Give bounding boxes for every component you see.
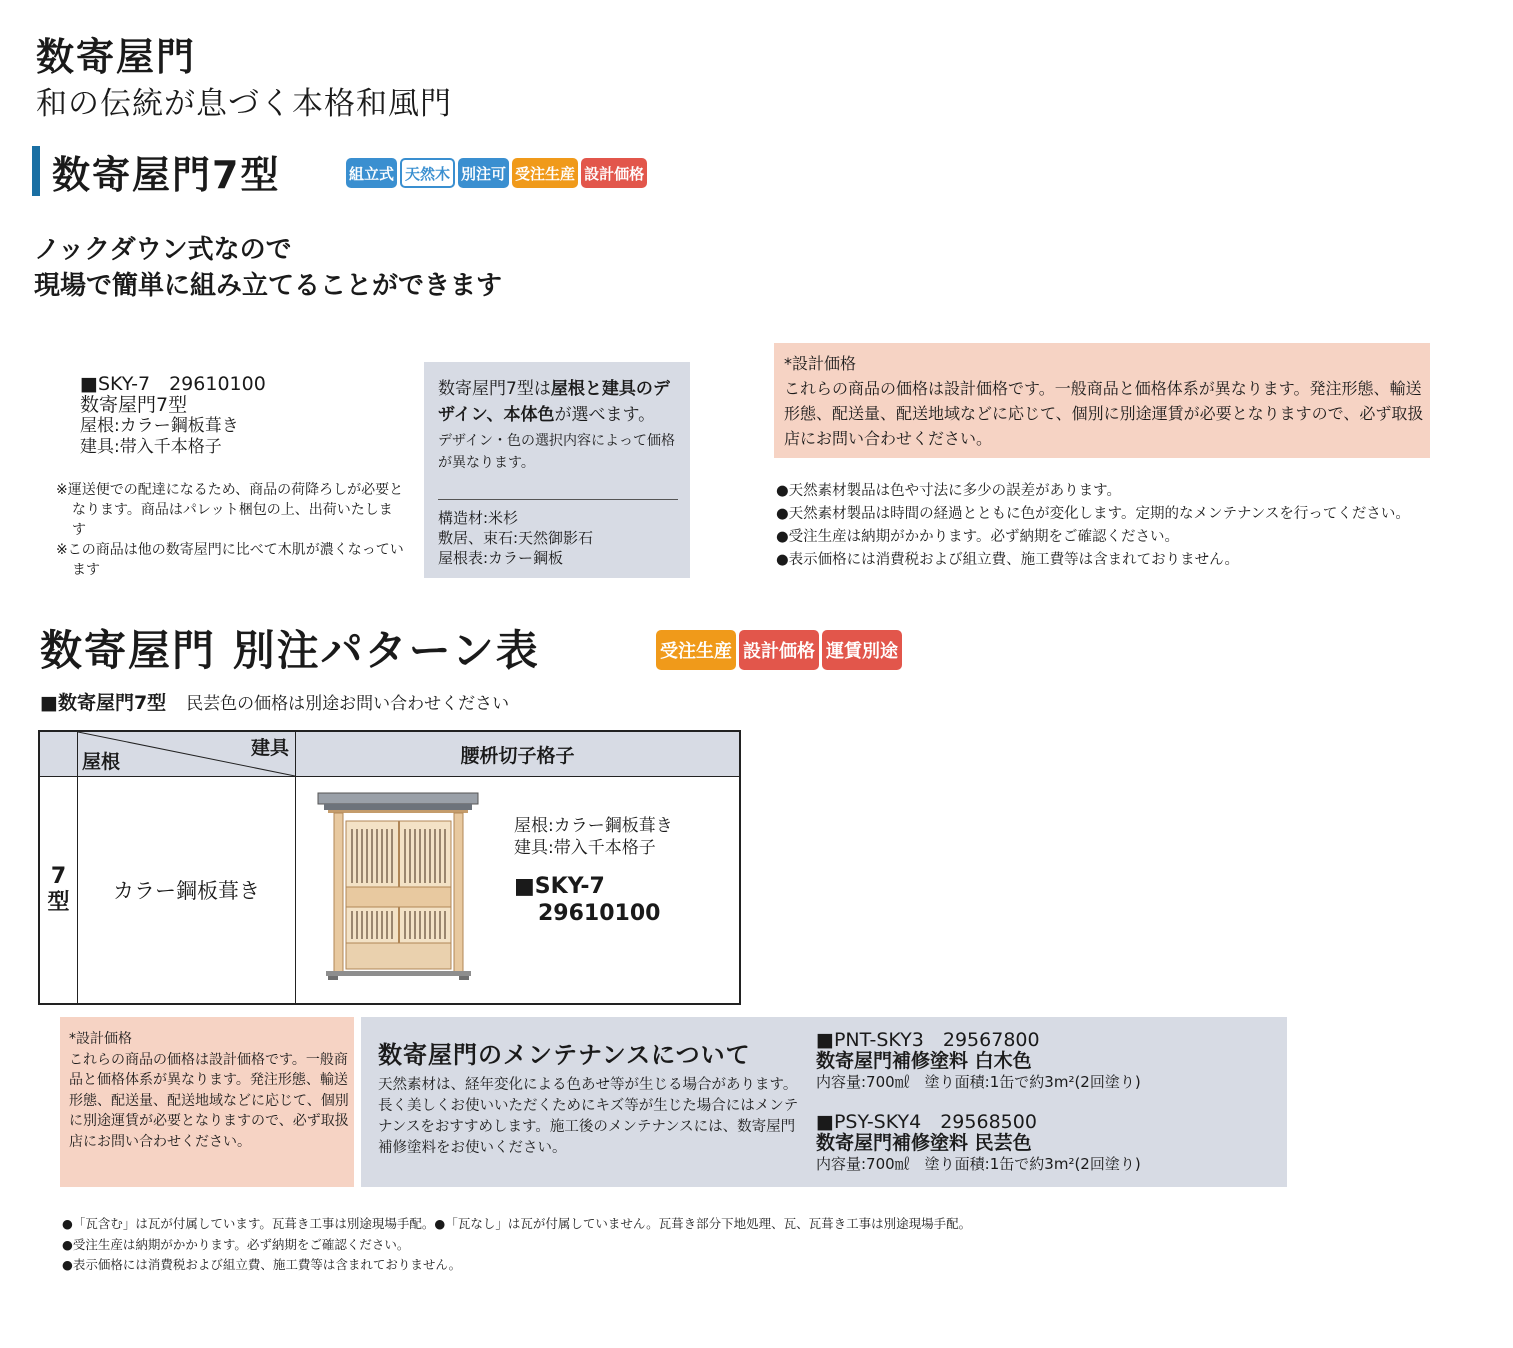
product-fitting: 建具:帯入千本格子 (80, 437, 222, 457)
design-price-note-2: *設計価格 これらの商品の価格は設計価格です。一般商品と価格体系が異なります。発注形態、輸送形態、配送量、配送地域などに応じて、個別に別途運賃が必要となりますので、必ず取扱店にお問い合わせください。 (60, 1017, 354, 1187)
note-item: ※運送便での配達になるため、商品の荷降ろしが必要となります。商品はパレット梱包の上、出荷いたします (56, 482, 404, 538)
section-title: 数寄屋門7型 (52, 153, 281, 197)
materials-list: 構造材:米杉 敷居、束石:天然御影石 屋根表:カラー鋼板 (438, 509, 594, 567)
gate-illustration (316, 791, 481, 983)
page-title: 数寄屋門 (36, 35, 197, 79)
roof-type-cell: カラー鋼板葺き (78, 777, 296, 1005)
badge-natural-wood: 天然木 (400, 158, 455, 188)
badge-design-price: 設計価格 (739, 630, 819, 670)
product-code: ■SKY-7 29610100 (80, 373, 266, 395)
note-item: ※この商品は他の数寄屋門に比べて木肌が濃くなっています (56, 542, 404, 578)
pattern-item-cell: 屋根:カラー鋼板葺き 建具:帯入千本格子 ■SKY-7 29610100 (296, 777, 741, 1005)
product-name: 数寄屋門7型 (80, 394, 188, 416)
product-roof: 屋根:カラー鋼板葺き (80, 416, 239, 436)
badge-made-to-order: 受注生産 (512, 158, 578, 188)
section-bar (32, 146, 40, 196)
maintenance-title: 数寄屋門のメンテナンスについて (378, 1041, 751, 1069)
badge-assembly: 組立式 (346, 158, 397, 188)
pattern-subtitle: ■数寄屋門7型 民芸色の価格は別途お問い合わせください (40, 692, 510, 714)
design-option-box: 数寄屋門7型は屋根と建具のデザイン、本体色が選べます。 デザイン・色の選択内容によって価格が異なります。 構造材:米杉 敷居、束石:天然御影石 屋根表:カラー鋼板 (424, 362, 690, 578)
maintenance-box (361, 1017, 1287, 1187)
item-number: 29610100 (538, 901, 661, 926)
pattern-badges (656, 630, 902, 670)
pattern-table (38, 730, 741, 1005)
badge-design-price: 設計価格 (581, 158, 647, 188)
table-corner-header: 建具 屋根 (78, 731, 296, 777)
page-subtitle: 和の伝統が息づく本格和風門 (36, 86, 452, 122)
badge-made-to-order: 受注生産 (656, 630, 736, 670)
item-code: ■SKY-7 (514, 874, 605, 899)
divider (438, 499, 678, 500)
paint-product: ■PSY-SKY4 29568500 数寄屋門補修塗料 民芸色 内容量:700㎖ 塗り面積:1缶で約3m²(2回塗り) (816, 1111, 1141, 1173)
lead-text: ノックダウン式なので 現場で簡単に組み立てることができます (34, 235, 503, 301)
caution-bullets: ●天然素材製品は色や寸法に多少の誤差があります。 ●天然素材製品は時間の経過とともに色が変化します。定期的なメンテナンスを行ってください。 ●受注生産は納期がかかります。必ず納期をご確認ください。 ●表示価格には消費税および組立費、施工費等は含まれておりません。 (776, 483, 1410, 568)
notes-left (56, 480, 406, 580)
feature-badges (346, 158, 647, 188)
pattern-table-title: 数寄屋門 別注パターン表 (40, 626, 540, 675)
design-price-note: *設計価格 これらの商品の価格は設計価格です。一般商品と価格体系が異なります。発注形態、輸送形態、配送量、配送地域などに応じて、個別に別途運賃が必要となりますので、必ず取扱店にお問い合わせください。 (774, 343, 1430, 458)
badge-shipping-separate: 運賃別途 (822, 630, 902, 670)
row-label: 7 型 (39, 777, 78, 1005)
maintenance-body: 天然素材は、経年変化による色あせ等が生じる場合があります。長く美しくお使いいただくためにキズ等が生じた場合にはメンテナンスをおすすめします。施工後のメンテナンスには、数寄屋門補修塗料をお使いください。 (378, 1077, 799, 1156)
badge-custom-order: 別注可 (458, 158, 509, 188)
product-spec (80, 374, 266, 458)
paint-product: ■PNT-SKY3 29567800 数寄屋門補修塗料 白木色 内容量:700㎖ 塗り面積:1缶で約3m²(2回塗り) (816, 1029, 1141, 1091)
column-header: 腰枡切子格子 (296, 731, 741, 777)
footer-notes: ●「瓦含む」は瓦が付属しています。瓦葺き工事は別途現場手配。●「瓦なし」は瓦が付属していません。瓦葺き部分下地処理、瓦、瓦葺き工事は別途現場手配。 ●受注生産は納期がかかります。必ず納期をご確認ください。 ●表示価格には消費税および組立費、施工費等は含まれておりません。 (62, 1216, 972, 1272)
